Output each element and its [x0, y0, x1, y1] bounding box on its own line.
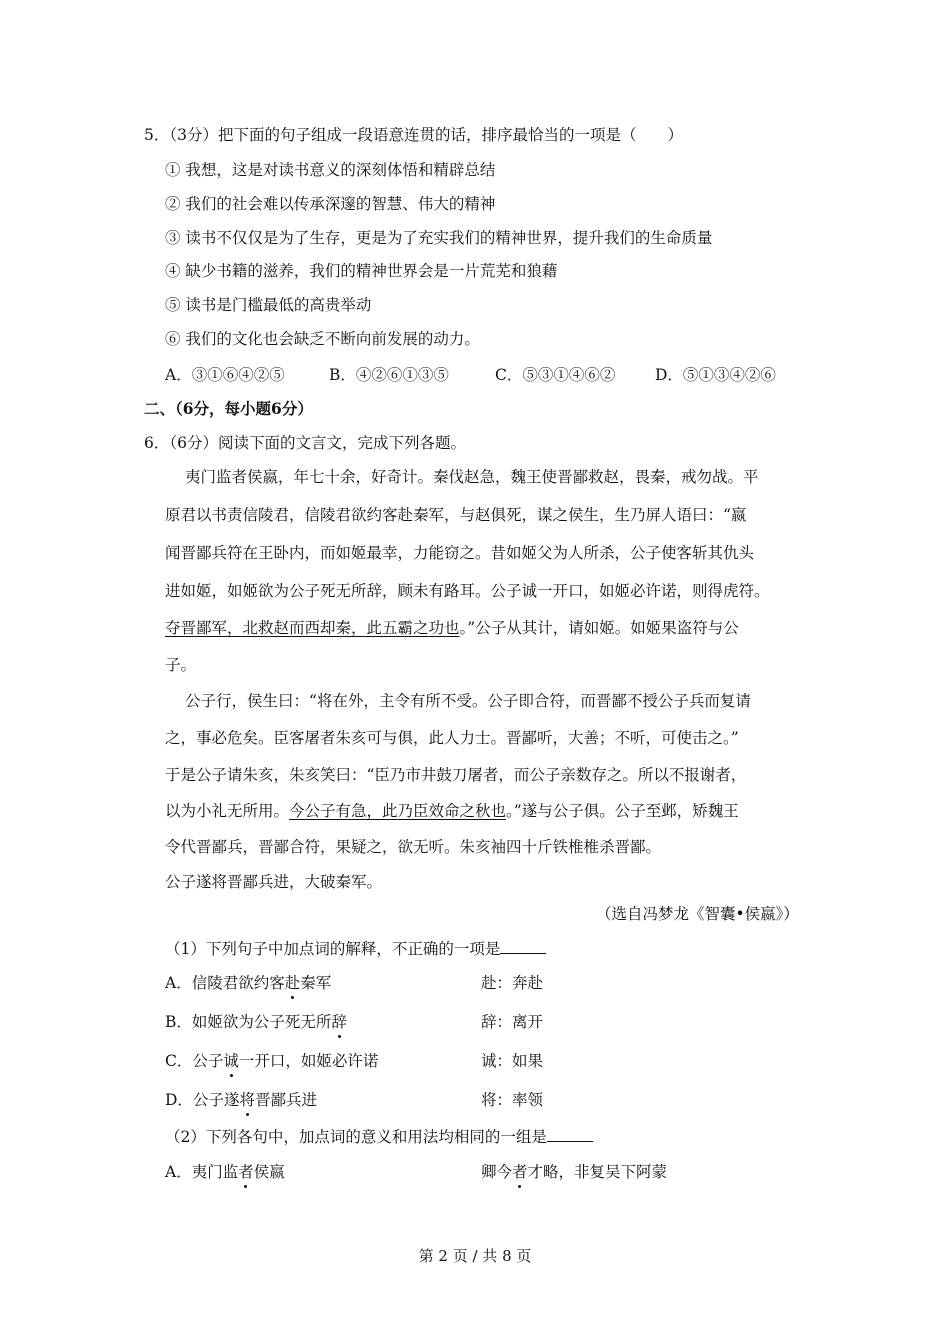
- option-text: C．公子: [165, 1052, 224, 1070]
- sub2-option-a-right: [481, 1161, 667, 1183]
- q5-sentence-6: ⑥ 我们的文化也会缺乏不断向前发展的动力。: [165, 330, 480, 348]
- passage-line: 进如姬，如姬欲为公子死无所辞，顾未有路耳。公子诚一开口，如姬必许诺，则得虎符。: [165, 582, 770, 600]
- passage-line: [165, 800, 739, 822]
- passage-line: 于是公子请朱亥，朱亥笑曰：“臣乃市井鼓刀屠者，而公子亲数存之。所以不报谢者，: [165, 766, 747, 784]
- underlined-sentence: 夺晋鄙军，北救赵而西却秦，此五霸之功也: [165, 619, 460, 637]
- passage-line: 原君以书责信陵君，信陵君欲约客赴秦军，与赵俱死，谋之侯生，生乃屏人语曰：“嬴: [165, 506, 747, 524]
- sub1-option-b-right: 辞：离开: [481, 1013, 544, 1031]
- q5-stem: 5．（3分）把下面的句子组成一段语意连贯的话，排序最恰当的一项是（ ）: [144, 126, 683, 144]
- sub1-option-d-left: [165, 1089, 317, 1111]
- option-text: 晋鄙兵进: [254, 1091, 317, 1109]
- passage-text: 以为小礼无所用。: [165, 802, 290, 820]
- q6-stem: 6．（6分）阅读下面的文言文，完成下列各题。: [144, 434, 466, 452]
- sub1-option-c-left: [165, 1050, 378, 1072]
- option-text: 卿今: [481, 1163, 513, 1181]
- page-number: 第 2 页 / 共 8 页: [418, 1247, 532, 1265]
- dotted-word: 辞: [331, 1013, 347, 1031]
- q5-sentence-3: ③ 读书不仅仅是为了生存，更是为了充实我们的精神世界，提升我们的生命质量: [165, 229, 713, 247]
- sub1-option-d-right: 将：率领: [481, 1091, 544, 1109]
- sub1-option-a-right: 赴：奔赴: [481, 974, 544, 992]
- passage-line: 公子遂将晋鄙兵进，大破秦军。: [165, 873, 383, 891]
- q5-sentence-4: ④ 缺少书籍的滋养，我们的精神世界会是一片荒芜和狼藉: [165, 262, 558, 280]
- passage-line: 闻晋鄙兵符在王卧内，而如姬最幸，力能窃之。昔如姬父为人所杀，公子使客斩其仇头: [165, 544, 755, 562]
- q5-option-b: B．④②⑥①③⑤: [329, 366, 449, 384]
- option-text: 一开口，如姬必许诺: [238, 1052, 379, 1070]
- option-text: 才略，非复吴下阿蒙: [527, 1163, 668, 1181]
- passage-line: 子。: [165, 656, 197, 674]
- sub2-stem-text: （2）下列各句中，加点词的意义和用法均相同的一组是: [165, 1128, 547, 1146]
- section-heading: 二、（6分，每小题6分）: [144, 399, 313, 418]
- passage-line: 公子行，侯生曰：“将在外，主令有所不受。公子即合符，而晋鄙不授公子兵而复请: [185, 692, 751, 710]
- q5-sentence-5: ⑤ 读书是门槛最低的高贵举动: [165, 296, 372, 314]
- q5-sentence-2: ② 我们的社会难以传承深邃的智慧、伟大的精神: [165, 195, 496, 213]
- option-text: A．信陵君欲约客: [165, 974, 285, 992]
- dotted-word: 诚: [223, 1052, 239, 1070]
- passage-line: [165, 617, 739, 639]
- passage-text: 。”遂与公子俱。公子至邺，矫魏王: [506, 802, 739, 820]
- option-text: D．公子遂: [165, 1091, 240, 1109]
- q5-option-c: C．⑤③①④⑥②: [495, 366, 616, 384]
- answer-blank[interactable]: [547, 1127, 593, 1142]
- sub2-option-a-left: [165, 1161, 285, 1183]
- q5-option-a: A．③①⑥④②⑤: [165, 366, 285, 384]
- dotted-word: 将: [239, 1091, 255, 1109]
- option-text: 秦军: [300, 974, 332, 992]
- sub1-stem-text: （1）下列句子中加点词的解释，不正确的一项是: [165, 940, 501, 958]
- sub1-option-b-left: [165, 1011, 347, 1033]
- q5-sentence-1: ① 我想，这是对读书意义的深刻体悟和精辟总结: [165, 161, 496, 179]
- passage-line: 令代晋鄙兵，晋鄙合符，果疑之，欲无听。朱亥袖四十斤铁椎椎杀晋鄙。: [165, 838, 662, 856]
- sub2-stem: [165, 1126, 593, 1148]
- sub1-option-a-left: [165, 972, 331, 994]
- option-text: B．如姬欲为公子死无所: [165, 1013, 332, 1031]
- passage-line: 之，事必危矣。臣客屠者朱亥可与俱，此人力士。晋鄙听，大善；不听，可使击之。”: [165, 729, 739, 747]
- underlined-sentence: 今公子有急，此乃臣效命之秋也: [289, 802, 507, 820]
- passage-source: （选自冯梦龙《智囊•侯嬴》）: [596, 905, 799, 923]
- q5-option-d: D．⑤①③④②⑥: [655, 366, 776, 384]
- passage-line: 夷门监者侯嬴，年七十余，好奇计。秦伐赵急，魏王使晋鄙救赵，畏秦，戒勿战。平: [185, 468, 759, 486]
- answer-blank[interactable]: [500, 939, 546, 954]
- option-text: 侯嬴: [253, 1163, 285, 1181]
- option-text: A．夷门监: [165, 1163, 239, 1181]
- sub1-stem: [165, 938, 546, 960]
- dotted-word: 者: [512, 1163, 528, 1181]
- sub1-option-c-right: 诚：如果: [481, 1052, 544, 1070]
- passage-text: 。”公子从其计，请如姬。如姬果盗符与公: [459, 619, 739, 637]
- dotted-word: 者: [238, 1163, 254, 1181]
- dotted-word: 赴: [284, 974, 301, 992]
